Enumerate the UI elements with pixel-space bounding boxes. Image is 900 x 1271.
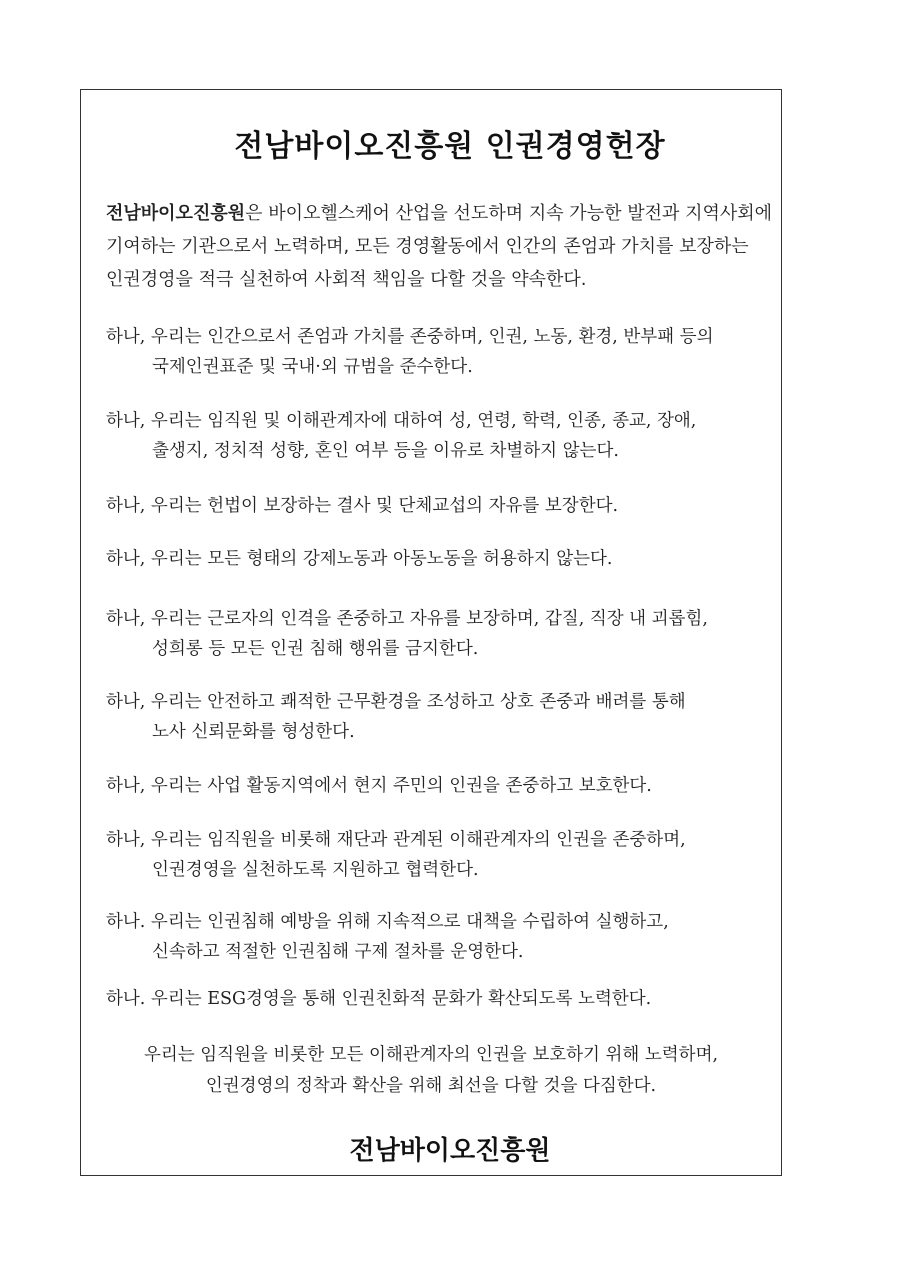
article-4 — [106, 544, 796, 574]
article-8-line-1: 하나, 우리는 임직원을 비롯해 재단과 관계된 이해관계자의 인권을 존중하며, — [106, 830, 686, 850]
article-3 — [106, 491, 796, 521]
intro-org-name: 전남바이오진흥원 — [106, 203, 246, 224]
closing-statement — [80, 1040, 782, 1102]
document-title: 전남바이오진흥원 인권경영헌장 — [234, 129, 666, 164]
article-8 — [106, 825, 796, 885]
article-7 — [106, 771, 796, 801]
closing-line-1: 우리는 임직원을 비롯한 모든 이해관계자의 인권을 보호하기 위해 노력하며, — [143, 1045, 719, 1065]
article-7-line-1: 하나, 우리는 사업 활동지역에서 현지 주민의 인권을 존중하고 보호한다. — [106, 776, 652, 796]
article-6 — [106, 687, 796, 747]
article-9 — [106, 907, 796, 967]
article-10-line-1: 하나. 우리는 ESG경영을 통해 인권친화적 문화가 확산되도록 노력한다. — [106, 989, 652, 1009]
article-5 — [106, 604, 796, 664]
article-2-line-2: 출생지, 정치적 성향, 혼인 여부 등을 이유로 차별하지 않는다. — [152, 441, 619, 461]
article-1-line-1: 하나, 우리는 인간으로서 존엄과 가치를 존중하며, 인권, 노동, 환경, 반부패 등의 — [106, 327, 714, 347]
signature-org-name: 전남바이오진흥원 — [349, 1136, 551, 1166]
article-6-line-1: 하나, 우리는 안전하고 쾌적한 근무환경을 조성하고 상호 존중과 배려를 통해 — [106, 692, 686, 712]
article-3-line-1: 하나, 우리는 헌법이 보장하는 결사 및 단체교섭의 자유를 보장한다. — [106, 496, 619, 516]
article-9-line-1: 하나. 우리는 인권침해 예방을 위해 지속적으로 대책을 수립하여 실행하고, — [106, 912, 669, 932]
article-1-line-2: 국제인권표준 및 국내·외 규범을 준수한다. — [152, 357, 473, 377]
article-5-line-1: 하나, 우리는 근로자의 인격을 존중하고 자유를 보장하며, 갑질, 직장 내 괴롭힘, — [106, 609, 708, 629]
article-1 — [106, 322, 796, 382]
article-4-line-1: 하나, 우리는 모든 형태의 강제노동과 아동노동을 허용하지 않는다. — [106, 549, 613, 569]
article-5-line-2: 성희롱 등 모든 인권 침해 행위를 금지한다. — [152, 639, 479, 659]
article-9-line-2: 신속하고 적절한 인권침해 구제 절차를 운영한다. — [152, 942, 524, 962]
closing-line-2: 인권경영의 정착과 확산을 위해 최선을 다할 것을 다짐한다. — [205, 1076, 657, 1096]
intro-paragraph — [106, 197, 796, 296]
article-6-line-2: 노사 신뢰문화를 형성한다. — [152, 722, 355, 742]
article-2-line-1: 하나, 우리는 임직원 및 이해관계자에 대하여 성, 연령, 학력, 인종, 종교, 장애, — [106, 411, 697, 431]
article-8-line-2: 인권경영을 실천하도록 지원하고 협력한다. — [152, 860, 479, 880]
intro-line-3: 인권경영을 적극 실천하여 사회적 책임을 다할 것을 약속한다. — [106, 269, 587, 290]
article-10 — [106, 984, 796, 1014]
intro-line-2: 기여하는 기관으로서 노력하며, 모든 경영활동에서 인간의 존엄과 가치를 보장하는 — [106, 236, 749, 257]
intro-line-1: 은 바이오헬스케어 산업을 선도하며 지속 가능한 발전과 지역사회에 — [245, 203, 773, 224]
article-2 — [106, 406, 796, 466]
